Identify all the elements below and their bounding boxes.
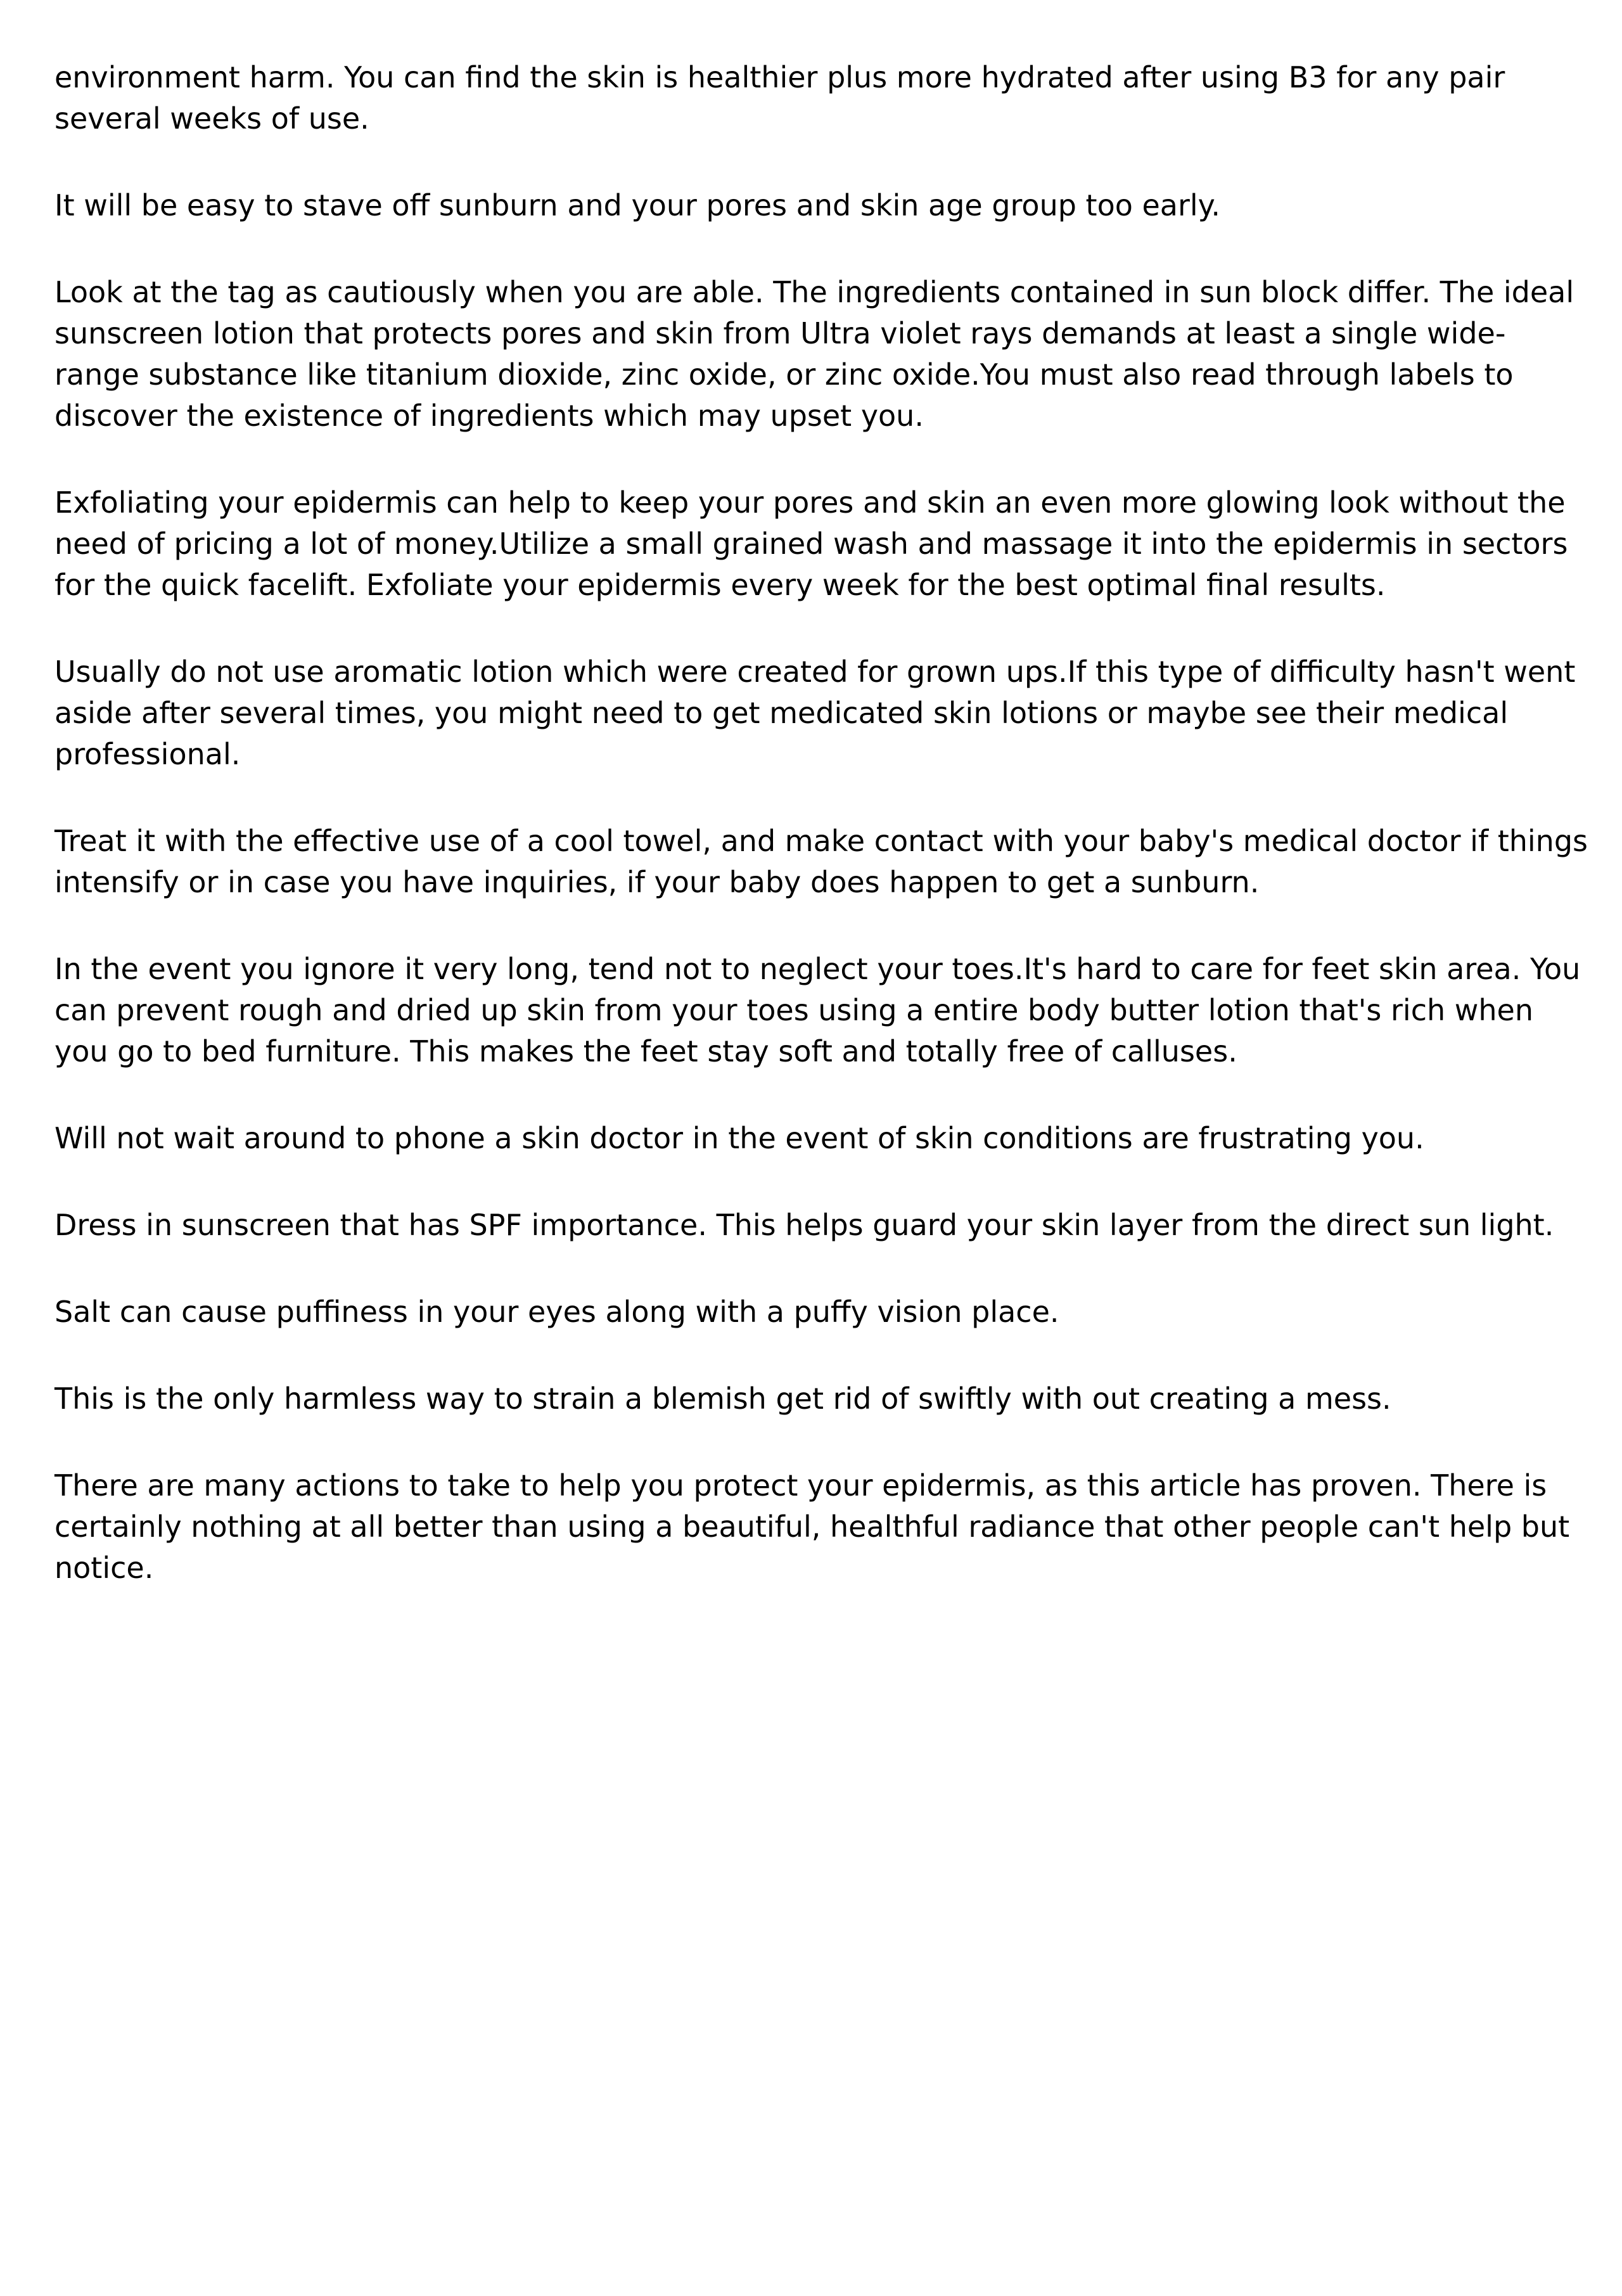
paragraph-4: Exfoliating your epidermis can help to keep your pores and skin an even more glowing look without the need of pricing a lot of money.Utilize a small grained wash and massage it into the epidermis in sectors for the quick facelift. Exfoliate your epidermis every week for the best optimal final results. [54, 485, 1568, 602]
paragraph-1: environment harm. You can find the skin is healthier plus more hydrated after using B3 for any pair several weeks of use. [54, 60, 1505, 136]
paragraph-9: Dress in sunscreen that has SPF importance. This helps guard your skin layer from the direct sun light. [54, 1208, 1554, 1242]
paragraph-3: Look at the tag as cautiously when you are able. The ingredients contained in sun block differ. The ideal sunscreen lotion that protects pores and skin from Ultra violet rays demands at least a single wide-range substance like titanium dioxide, zinc oxide, or zinc oxide.You must also read through labels to discover the existence of ingredients which may upset you. [54, 275, 1574, 433]
paragraph-8: Will not wait around to phone a skin doctor in the event of skin conditions are frustrating you. [54, 1121, 1424, 1155]
article-body [54, 57, 1588, 1634]
paragraph-7: In the event you ignore it very long, tend not to neglect your toes.It's hard to care for feet skin area. You can prevent rough and dried up skin from your toes using a entire body butter lotion that's rich when you go to bed furniture. This makes the feet stay soft and totally free of calluses. [54, 952, 1581, 1068]
paragraph-11: This is the only harmless way to strain a blemish get rid of swiftly with out creating a mess. [54, 1382, 1391, 1416]
paragraph-2: It will be easy to stave off sunburn and your pores and skin age group too early. [54, 188, 1220, 222]
paragraph-10: Salt can cause puffiness in your eyes along with a puffy vision place. [54, 1295, 1059, 1329]
paragraph-6: Treat it with the effective use of a cool towel, and make contact with your baby's medical doctor if things intensify or in case you have inquiries, if your baby does happen to get a sunburn. [54, 824, 1588, 899]
paragraph-5: Usually do not use aromatic lotion which were created for grown ups.If this type of difficulty hasn't went aside after several times, you might need to get medicated skin lotions or maybe see their medical professional. [54, 655, 1576, 771]
paragraph-12: There are many actions to take to help you protect your epidermis, as this article has proven. There is certainly nothing at all better than using a beautiful, healthful radiance that other people can't help but notice. [54, 1468, 1570, 1585]
